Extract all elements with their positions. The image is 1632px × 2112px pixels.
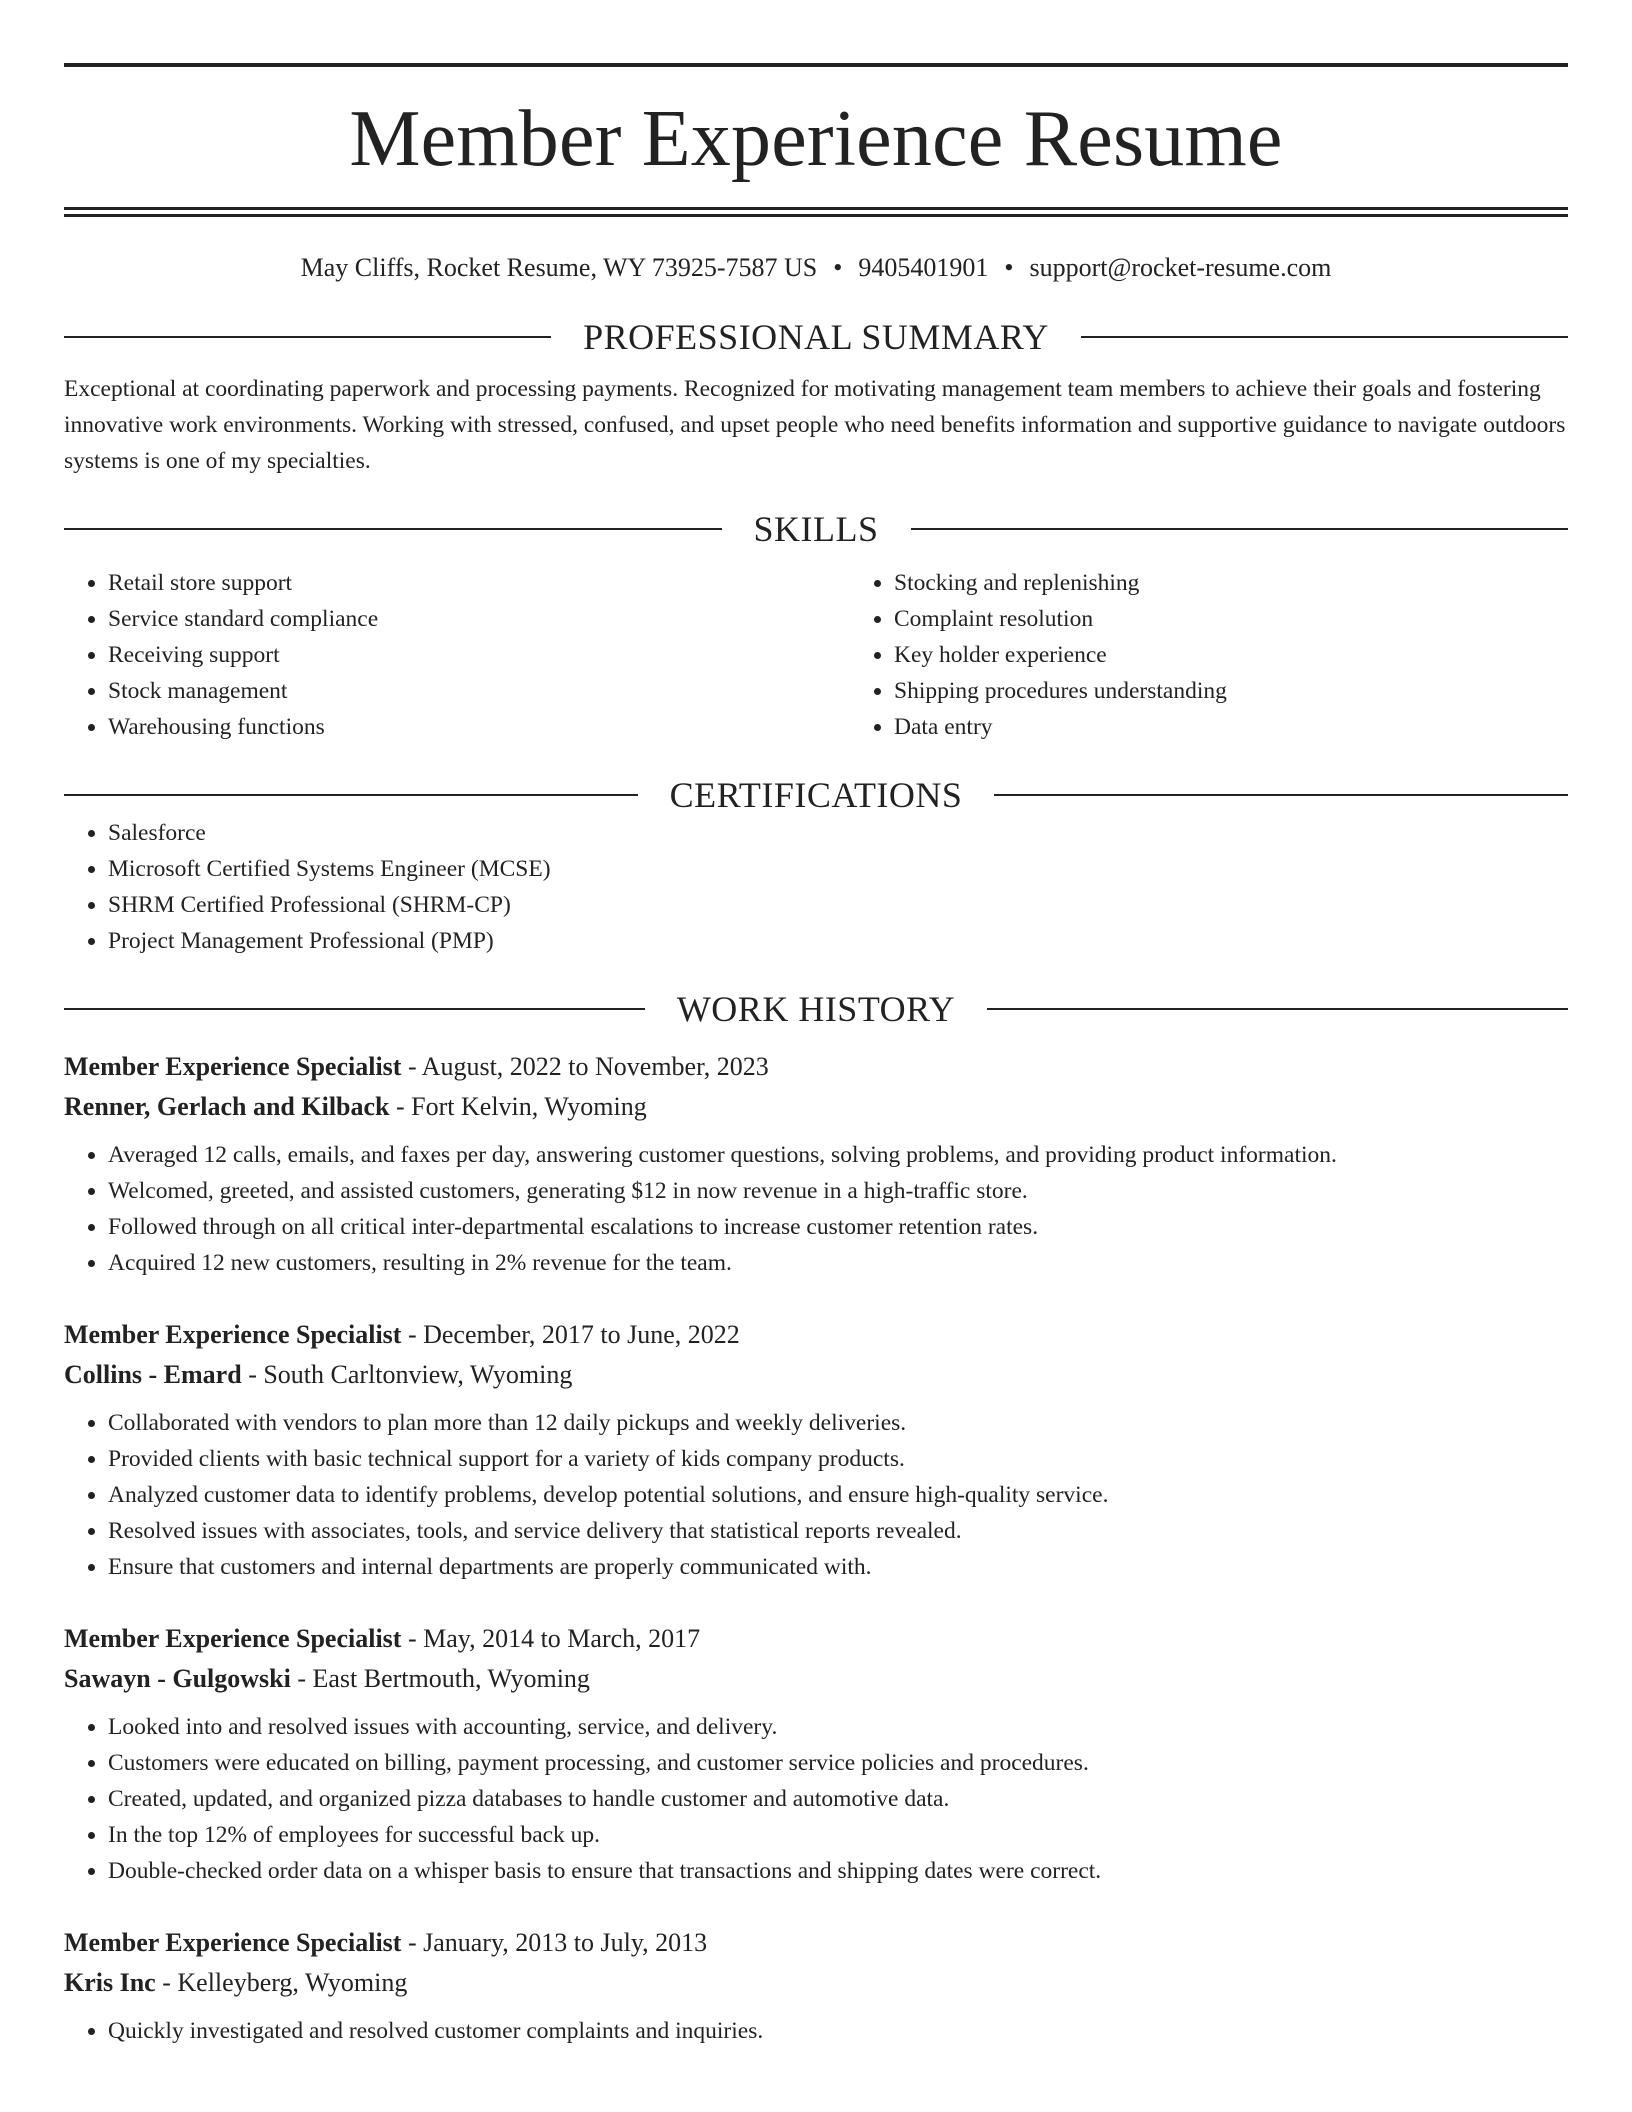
list-item: • In the top 12% of employees for successful back up. — [108, 1817, 1568, 1853]
skills-list-left — [64, 565, 850, 745]
list-item: • Quickly investigated and resolved customer complaints and inquiries. — [108, 2013, 1568, 2049]
list-item: • Shipping procedures understanding — [894, 673, 1632, 709]
summary-text: Exceptional at coordinating paperwork and processing payments. Recognized for motivating management team members to achieve their goals and fostering innovative work environments. Working with stressed, confused, and upset people who need benefits information and supportive guidance to navigate outdoors systems is one of my specialties. — [64, 376, 1566, 474]
job-company-line — [64, 1659, 1568, 1699]
heading-rule-right — [994, 794, 1568, 796]
list-item: • Project Management Professional (PMP) — [108, 923, 1568, 959]
job-entry — [64, 1315, 1568, 1585]
heading-rule-right — [987, 1008, 1568, 1010]
job-bullets — [64, 1137, 1568, 1281]
list-item: • Ensure that customers and internal departments are properly communicated with. — [108, 1549, 1568, 1585]
job-bullets — [64, 1709, 1568, 1889]
list-item: • Provided clients with basic technical support for a variety of kids company products. — [108, 1441, 1568, 1477]
list-item: • Warehousing functions — [108, 709, 850, 745]
job-title: Member Experience Specialist — [64, 1624, 402, 1653]
list-item: • Welcomed, greeted, and assisted customers, generating $12 in now revenue in a high-traffic store. — [108, 1173, 1568, 1209]
job-company: Renner, Gerlach and Kilback — [64, 1092, 390, 1121]
list-item: • Looked into and resolved issues with accounting, service, and delivery. — [108, 1709, 1568, 1745]
section-heading-summary — [64, 317, 1568, 357]
section-heading-certifications — [64, 775, 1568, 815]
job-company-line — [64, 1355, 1568, 1395]
job-location: - East Bertmouth, Wyoming — [290, 1664, 590, 1693]
list-item: • Salesforce — [108, 815, 1568, 851]
heading-rule-left — [64, 794, 638, 796]
heading-rule-right — [1081, 336, 1568, 338]
section-title: WORK HISTORY — [676, 989, 956, 1029]
job-dates: - August, 2022 to November, 2023 — [401, 1052, 769, 1081]
list-item: • Complaint resolution — [894, 601, 1632, 637]
list-item: • Data entry — [894, 709, 1632, 745]
job-bullets — [64, 1405, 1568, 1585]
job-dates: - May, 2014 to March, 2017 — [401, 1624, 701, 1653]
job-title-line — [64, 1923, 1568, 1963]
job-company-line — [64, 1963, 1568, 2003]
job-dates: - December, 2017 to June, 2022 — [401, 1320, 740, 1349]
job-title: Member Experience Specialist — [64, 1320, 402, 1349]
heading-rule-right — [911, 528, 1569, 530]
work-history-list — [64, 1047, 1568, 2049]
job-company: Kris Inc — [64, 1968, 156, 1997]
section-title: SKILLS — [753, 509, 879, 549]
list-item: • Stock management — [108, 673, 850, 709]
list-item: • Followed through on all critical inter-departmental escalations to increase customer retention rates. — [108, 1209, 1568, 1245]
skills-grid — [64, 565, 1568, 745]
contact-phone: 9405401901 — [858, 253, 989, 282]
section-title: PROFESSIONAL SUMMARY — [583, 317, 1049, 357]
contact-separator: • — [833, 253, 843, 282]
list-item: • Customers were educated on billing, payment processing, and customer service policies and procedures. — [108, 1745, 1568, 1781]
list-item: • Stocking and replenishing — [894, 565, 1632, 601]
page-title: Member Experience Resume — [349, 95, 1283, 183]
section-heading-work-history — [64, 989, 1568, 1029]
job-entry — [64, 1619, 1568, 1889]
job-title-line — [64, 1619, 1568, 1659]
list-item: • Double-checked order data on a whisper basis to ensure that transactions and shipping dates were correct. — [108, 1853, 1568, 1889]
section-heading-skills — [64, 509, 1568, 549]
job-dates: - January, 2013 to July, 2013 — [401, 1928, 708, 1957]
certifications-list — [64, 815, 1568, 959]
job-company: Sawayn - Gulgowski — [64, 1664, 291, 1693]
job-entry — [64, 1923, 1568, 2049]
job-company-line — [64, 1087, 1568, 1127]
job-title-line — [64, 1315, 1568, 1355]
contact-address: May Cliffs, Rocket Resume, WY 73925-7587 US — [300, 253, 818, 282]
job-title: Member Experience Specialist — [64, 1052, 402, 1081]
list-item: • Microsoft Certified Systems Engineer (MCSE) — [108, 851, 1568, 887]
contact-separator: • — [1004, 253, 1014, 282]
job-title-line — [64, 1047, 1568, 1087]
list-item: • Created, updated, and organized pizza databases to handle customer and automotive data. — [108, 1781, 1568, 1817]
job-title: Member Experience Specialist — [64, 1928, 402, 1957]
job-location: - Kelleyberg, Wyoming — [155, 1968, 408, 1997]
list-item: • Retail store support — [108, 565, 850, 601]
job-location: - Fort Kelvin, Wyoming — [389, 1092, 647, 1121]
title-double-rule — [64, 207, 1568, 217]
list-item: • Averaged 12 calls, emails, and faxes per day, answering customer questions, solving problems, and providing product information. — [108, 1137, 1568, 1173]
section-title: CERTIFICATIONS — [669, 775, 963, 815]
list-item: • Service standard compliance — [108, 601, 850, 637]
heading-rule-left — [64, 528, 722, 530]
list-item: • SHRM Certified Professional (SHRM-CP) — [108, 887, 1568, 923]
job-bullets — [64, 2013, 1568, 2049]
skills-list-right — [850, 565, 1632, 745]
contact-email: support@rocket-resume.com — [1029, 253, 1332, 282]
job-entry — [64, 1047, 1568, 1281]
list-item: • Key holder experience — [894, 637, 1632, 673]
list-item: • Resolved issues with associates, tools, and service delivery that statistical reports revealed. — [108, 1513, 1568, 1549]
list-item: • Analyzed customer data to identify problems, develop potential solutions, and ensure high-quality service. — [108, 1477, 1568, 1513]
top-rule — [64, 63, 1568, 67]
job-location: - South Carltonview, Wyoming — [241, 1360, 573, 1389]
resume-page — [64, 0, 1568, 2049]
heading-rule-left — [64, 1008, 645, 1010]
heading-rule-left — [64, 336, 551, 338]
list-item: • Collaborated with vendors to plan more than 12 daily pickups and weekly deliveries. — [108, 1405, 1568, 1441]
list-item: • Receiving support — [108, 637, 850, 673]
job-company: Collins - Emard — [64, 1360, 242, 1389]
list-item: • Acquired 12 new customers, resulting in 2% revenue for the team. — [108, 1245, 1568, 1281]
contact-line — [64, 253, 1568, 283]
